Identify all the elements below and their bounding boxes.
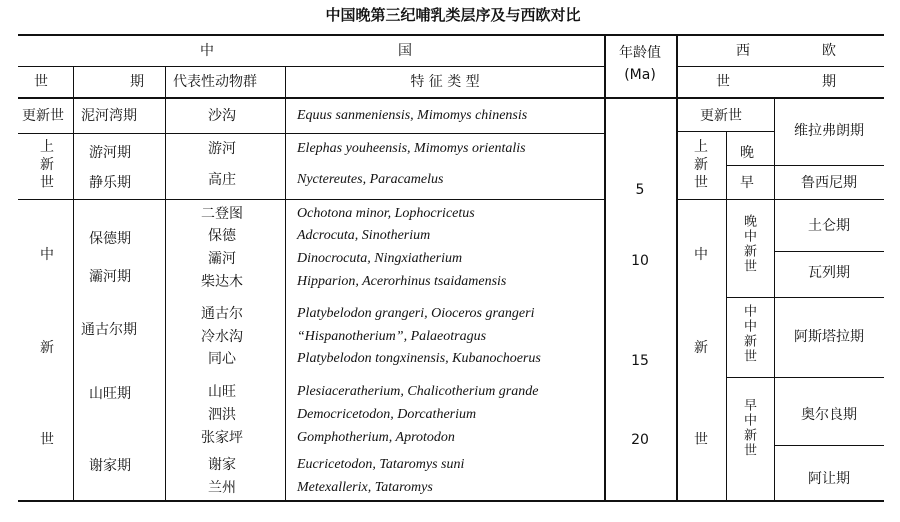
age-10: 10 xyxy=(631,253,649,269)
eu-series-pliocene-1: 上 xyxy=(694,139,708,155)
top-border xyxy=(18,34,884,36)
age-15: 15 xyxy=(631,353,649,369)
species-row-8: Platybelodon grangeri, Oioceros grangeri xyxy=(297,306,535,321)
stage-nihewan: 泥河湾期 xyxy=(81,108,137,124)
col-divider-series xyxy=(73,66,74,500)
fauna-shagou: 沙沟 xyxy=(208,108,236,124)
header-stage: 期 xyxy=(130,74,144,90)
header-series: 世 xyxy=(34,74,48,90)
eu-early-pliocene: 早 xyxy=(740,175,754,191)
row-divider-pleistocene xyxy=(18,133,604,134)
fauna-erdengtu: 二登图 xyxy=(201,206,243,222)
series-pliocene-2: 新 xyxy=(40,157,54,173)
header-age-1: 年龄值 xyxy=(619,45,661,61)
stage-shanwang: 山旺期 xyxy=(89,386,131,402)
fauna-tongxin: 同心 xyxy=(208,351,236,367)
stage-xiejia: 谢家期 xyxy=(89,458,131,474)
eu-series-miocene-2: 新 xyxy=(694,340,708,356)
fauna-qaidam: 柴达木 xyxy=(201,274,243,290)
row-divider-eu-pliocene xyxy=(678,199,884,200)
fauna-zhangjiaping: 张家坪 xyxy=(201,430,243,446)
header-bottom-border xyxy=(18,97,884,99)
eu-series-pliocene-3: 世 xyxy=(694,175,708,191)
species-row-5: Adcrocuta, Sinotherium xyxy=(297,228,431,243)
eu-late-pliocene: 晚 xyxy=(740,145,754,161)
eu-series-pliocene-2: 新 xyxy=(694,157,708,173)
fauna-bahe: 灞河 xyxy=(208,251,236,267)
col-divider-eu-sub xyxy=(774,97,775,500)
stage-tunggur: 通古尔期 xyxy=(81,322,137,338)
series-miocene-3: 世 xyxy=(40,432,54,448)
header-fauna: 代表性动物群 xyxy=(173,74,257,90)
stage-bahe: 灞河期 xyxy=(89,269,131,285)
header-we-series: 世 xyxy=(716,74,730,90)
fauna-baode: 保德 xyxy=(208,228,236,244)
series-pliocene-3: 世 xyxy=(40,175,54,191)
col-divider-features xyxy=(604,34,606,500)
row-divider-eu-tortonian xyxy=(774,251,884,252)
species-row-9: “Hispanotherium”, Palaeotragus xyxy=(297,329,487,344)
row-divider-eu-orleanian xyxy=(774,445,884,446)
row-divider-eu-late-early xyxy=(726,165,884,166)
species-row-14: Eucricetodon, Tataromys suni xyxy=(297,457,465,472)
stage-youhe: 游河期 xyxy=(89,145,131,161)
fauna-gaozhuang: 高庄 xyxy=(208,172,236,188)
eu-sub-middle-miocene: 中中新世 xyxy=(741,304,756,364)
fauna-shanwang: 山旺 xyxy=(208,384,236,400)
species-row-11: Plesiaceratherium, Chalicotherium grande xyxy=(297,384,539,399)
table-title: 中国晚第三纪哺乳类层序及与西欧对比 xyxy=(325,6,581,24)
species-row-1: Equus sanmeniensis, Mimomys chinensis xyxy=(297,108,528,123)
bottom-border xyxy=(18,500,884,502)
eu-series-miocene-1: 中 xyxy=(694,247,708,263)
header-china-1: 中 xyxy=(200,43,214,59)
age-5: 5 xyxy=(635,182,645,198)
col-divider-stage xyxy=(165,66,166,500)
eu-series-miocene-3: 世 xyxy=(694,432,708,448)
age-20: 20 xyxy=(631,432,649,448)
species-row-6: Dinocrocuta, Ningxiatherium xyxy=(297,251,463,266)
col-divider-age xyxy=(676,34,678,500)
series-miocene-2: 新 xyxy=(40,340,54,356)
series-pliocene-1: 上 xyxy=(40,139,54,155)
row-divider-eu-late-middle xyxy=(726,297,884,298)
eu-stage-astaracian: 阿斯塔拉期 xyxy=(794,329,864,345)
species-row-3: Nyctereutes, Paracamelus xyxy=(297,172,444,187)
stage-jingle: 静乐期 xyxy=(89,175,131,191)
row-divider-pliocene xyxy=(18,199,604,200)
stage-baode: 保德期 xyxy=(89,231,131,247)
series-miocene-1: 中 xyxy=(40,247,54,263)
row-divider-eu-middle-early xyxy=(726,377,884,378)
fauna-xiejia: 谢家 xyxy=(208,457,236,473)
header-features: 特 征 类 型 xyxy=(410,74,480,90)
header-china-2: 国 xyxy=(398,43,412,59)
species-row-7: Hipparion, Acerorhinus tsaidamensis xyxy=(297,274,507,289)
header-age-2: (Ma) xyxy=(624,67,656,83)
eu-series-pleistocene: 更新世 xyxy=(700,108,742,124)
eu-sub-late-miocene: 晚中新世 xyxy=(741,214,756,274)
fauna-lengshuigou: 冷水沟 xyxy=(201,329,243,345)
fauna-sihong: 泗洪 xyxy=(208,407,236,423)
eu-stage-turolian: 土仑期 xyxy=(808,218,850,234)
fauna-youhe: 游河 xyxy=(208,141,236,157)
species-row-13: Gomphotherium, Aprotodon xyxy=(297,430,455,445)
eu-sub-early-miocene: 早中新世 xyxy=(741,398,756,458)
species-row-10: Platybelodon tongxinensis, Kubanochoerus xyxy=(297,351,541,366)
species-row-2: Elephas youheensis, Mimomys orientalis xyxy=(297,141,526,156)
eu-stage-vallesian: 瓦列期 xyxy=(808,265,850,281)
col-divider-fauna xyxy=(285,66,286,500)
series-pleistocene: 更新世 xyxy=(22,108,64,124)
fauna-tunggur: 通古尔 xyxy=(201,306,243,322)
fauna-lanzhou: 兰州 xyxy=(208,480,236,496)
col-divider-eu-series xyxy=(726,131,727,500)
eu-stage-agenian: 阿让期 xyxy=(808,471,850,487)
header-we-2: 欧 xyxy=(822,43,836,59)
header-divider-europe xyxy=(678,66,884,67)
header-divider-china xyxy=(18,66,604,67)
header-we-1: 西 xyxy=(736,43,750,59)
eu-stage-orleanian: 奥尔良期 xyxy=(801,407,857,423)
species-row-15: Metexallerix, Tataromys xyxy=(297,480,433,495)
species-row-12: Democricetodon, Dorcatherium xyxy=(297,407,477,422)
eu-stage-villafranchian: 维拉弗朗期 xyxy=(794,123,864,139)
eu-stage-ruscinian: 鲁西尼期 xyxy=(801,175,857,191)
header-we-stage: 期 xyxy=(822,74,836,90)
species-row-4: Ochotona minor, Lophocricetus xyxy=(297,206,475,221)
